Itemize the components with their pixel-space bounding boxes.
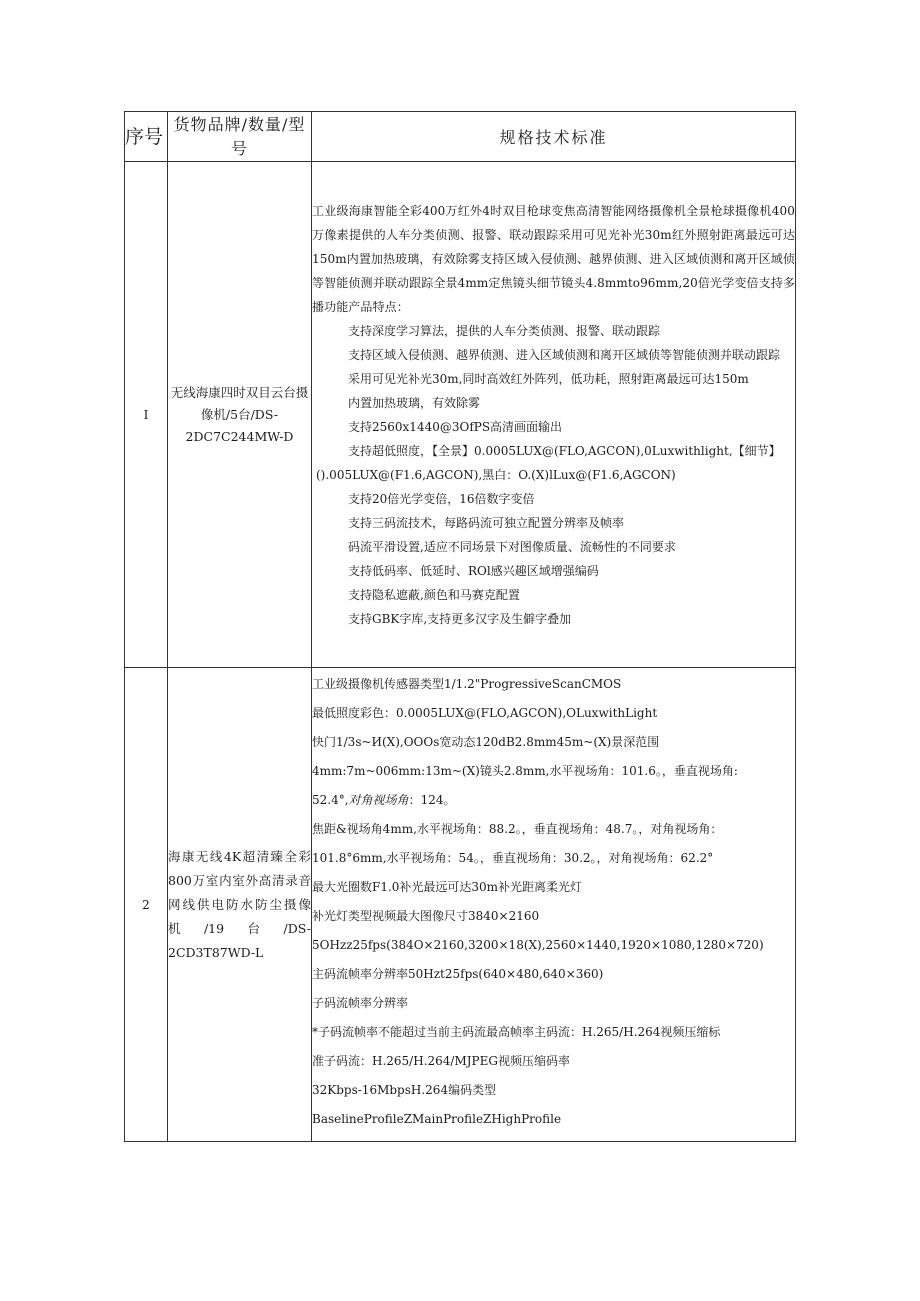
header-spec: 规格技术标准 xyxy=(312,112,796,162)
spec-feature: 支持GBK字库,支持更多汉字及生僻字叠加 xyxy=(348,611,572,626)
spec-line xyxy=(312,786,795,815)
header-goods: 货物品牌/数量/型号 xyxy=(168,112,312,162)
row-number: 2 xyxy=(125,668,168,1142)
table-row xyxy=(125,668,796,1142)
spec-feature: 支持低码率、低延时、ROl感兴趣区域增强编码 xyxy=(348,563,599,578)
spec-feature: 采用可见光补光30m,同时高效红外阵列，低功耗，照射距离最远可达150m xyxy=(348,371,749,386)
spec-cell xyxy=(312,668,796,1142)
spec-line: 补光灯类型视频最大图像尺寸3840×2160 xyxy=(312,908,540,923)
spec-line-part: ：124。 xyxy=(408,792,456,807)
spec-feature: 支持深度学习算法，提供的人车分类侦测、报警、联动跟踪 xyxy=(348,323,661,338)
spec-feature: 支持隐私遮蔽,颜色和马赛克配置 xyxy=(348,587,520,602)
goods-description: 无线海康四时双目云台摄像机/5台/DS-2DC7C244MW-D xyxy=(168,162,312,668)
spec-feature: 支持区域入侵侦测、越界侦测、进入区域侦测和离开区域侦等智能侦测并联动跟踪 xyxy=(348,347,781,362)
spec-intro: 工业级海康智能全彩400万红外4时双目枪球变焦高清智能网络摄像机全景枪球摄像机400万像素提供的人车分类侦测、报警、联动跟踪采用可见光补光30m红外照射距离最远可达150m内置加热玻璃，有效除雾支持区域入侵侦测、越界侦测、进入区域侦测和离开区域侦等智能侦测并联动跟踪全景4mm定焦镜头细节镜头4.8mmto96mm,20倍光学变倍支持多播功能产品特点： xyxy=(312,203,795,314)
spec-line: 5OHzz25fps(384O×2160,3200×18(X),2560×1440,1920×1080,1280×720) xyxy=(312,937,764,952)
spec-line: 最大光圈数F1.0补光最远可达30m补光距离柔光灯 xyxy=(312,879,583,894)
table-header-row xyxy=(125,112,796,162)
spec-line: BaselineProfileZMainProfileZHighProfile xyxy=(312,1111,562,1126)
table-row xyxy=(125,162,796,668)
spec-line: 快门1/3s~И(X),OOOs宽动态120dB2.8mm45m~(X)景深范围 xyxy=(312,734,660,749)
goods-description: 海康无线4K超清臻全彩800万室内室外高清录音网线供电防水防尘摄像机/19台/DS-2CD3T87WD-L xyxy=(168,668,312,1142)
spec-cell xyxy=(312,162,796,668)
row-number: I xyxy=(125,162,168,668)
spec-line: 主码流帧率分辨率50Hzt25fps(640×480,640×360) xyxy=(312,966,604,981)
spec-table xyxy=(124,111,796,1142)
spec-feature: 码流平滑设置,适应不同场景下对图像质量、流畅性的不同要求 xyxy=(348,539,676,554)
spec-line: 32Kbps-16MbpsH.264编码类型 xyxy=(312,1082,497,1097)
spec-feature: 支持2560x1440@3OfPS高清画面输出 xyxy=(348,419,563,434)
spec-line: 焦距&视场角4mm,水平视场角：88.2。，垂直视场角：48.7。，对角视场角：101.8°6mm,水平视场角：54。，垂直视场角：30.2。，对角视场角：62.2° xyxy=(312,821,723,865)
spec-feature: 内置加热玻璃，有效除雾 xyxy=(348,395,481,410)
spec-line: 最低照度彩色：0.0005LUX@(FLO,AGCON),OLuxwithLight xyxy=(312,705,658,720)
spec-feature: 支持20倍光学变倍，16倍数字变倍 xyxy=(348,491,535,506)
spec-line: 准子码流：H.265/H.264/MJPEG视频压缩码率 xyxy=(312,1053,570,1068)
spec-line-part: 52.4°, xyxy=(312,792,349,807)
header-no: 序号 xyxy=(125,112,168,162)
spec-line: *子码流帧率不能超过当前主码流最高帧率主码流：H.265/H.264视频压缩标 xyxy=(312,1024,721,1039)
spec-line-italic: 对角视场角 xyxy=(348,792,409,807)
spec-line: 4mm:7m~006mm:13m~(X)镜头2.8mm,水平视场角：101.6。，垂直视场角: xyxy=(312,763,738,778)
spec-line: 子码流帧率分辨率 xyxy=(312,995,409,1010)
spec-feature: 支持超低照度，【全景】0.0005LUX@(FLO,AGCON),0Luxwithlight,【细节】 xyxy=(348,443,781,458)
spec-feature: ().005LUX@(F1.6,AGCON),黑白：O.(X)lLux@(F1.6,AGCON) xyxy=(316,467,676,482)
spec-feature: 支持三码流技术，每路码流可独立配置分辨率及帧率 xyxy=(348,515,625,530)
spec-line: 工业级摄像机传感器类型1/1.2"ProgressiveScanCMOS xyxy=(312,676,622,691)
